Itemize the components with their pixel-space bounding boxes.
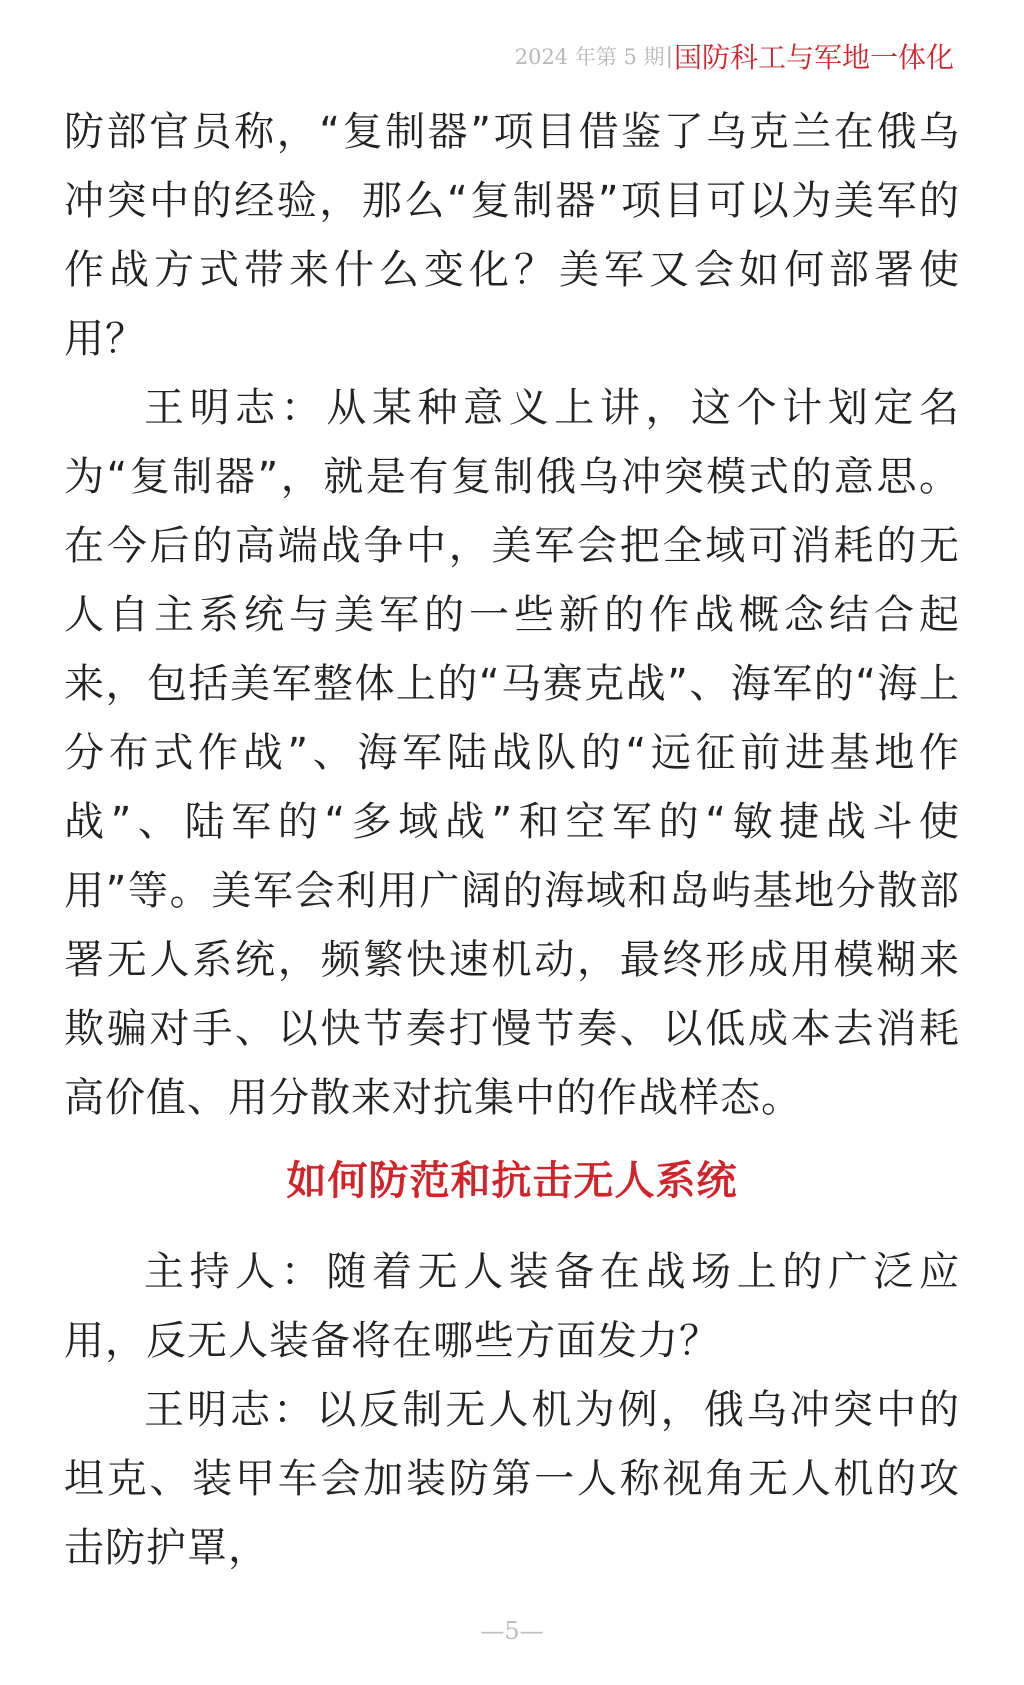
page-number: —5— bbox=[480, 1617, 544, 1645]
paragraph-host-question: 主持人：随着无人装备在战场上的广泛应用，反无人装备将在哪些方面发力？ bbox=[64, 1249, 960, 1364]
paragraph-answer-wang-2: 王明志：以反制无人机为例，俄乌冲突中的坦克、装甲车会加装防第一人称视角无人机的攻击防护罩， bbox=[64, 1387, 960, 1571]
article-body bbox=[64, 98, 960, 1583]
header-separator: | bbox=[665, 43, 673, 69]
section-heading: 如何防范和抗击无人系统 bbox=[286, 1158, 738, 1204]
column-title: 国防科工与军地一体化 bbox=[673, 41, 954, 74]
issue-label: 2024 年第 5 期 bbox=[514, 45, 665, 69]
page-header bbox=[515, 36, 954, 76]
paragraph-answer-wang: 王明志：从某种意义上讲，这个计划定名为“复制器”，就是有复制俄乌冲突模式的意思。在今后的高端战争中，美军会把全域可消耗的无人自主系统与美军的一些新的作战概念结合起来，包括美军整体上的“马赛克战”、海军的“海上分布式作战”、海军陆战队的“远征前进基地作战”、陆军的“多域战”和空军的“敏捷战斗使用”等。美军会利用广阔的海域和岛屿基地分散部署无人系统，频繁快速机动，最终形成用模糊来欺骗对手、以快节奏打慢节奏、以低成本去消耗高价值、用分散来对抗集中的作战样态。 bbox=[64, 385, 960, 1121]
paragraph-continued: 防部官员称，“复制器”项目借鉴了乌克兰在俄乌冲突中的经验，那么“复制器”项目可以为美军的作战方式带来什么变化？美军又会如何部署使用？ bbox=[64, 109, 960, 362]
